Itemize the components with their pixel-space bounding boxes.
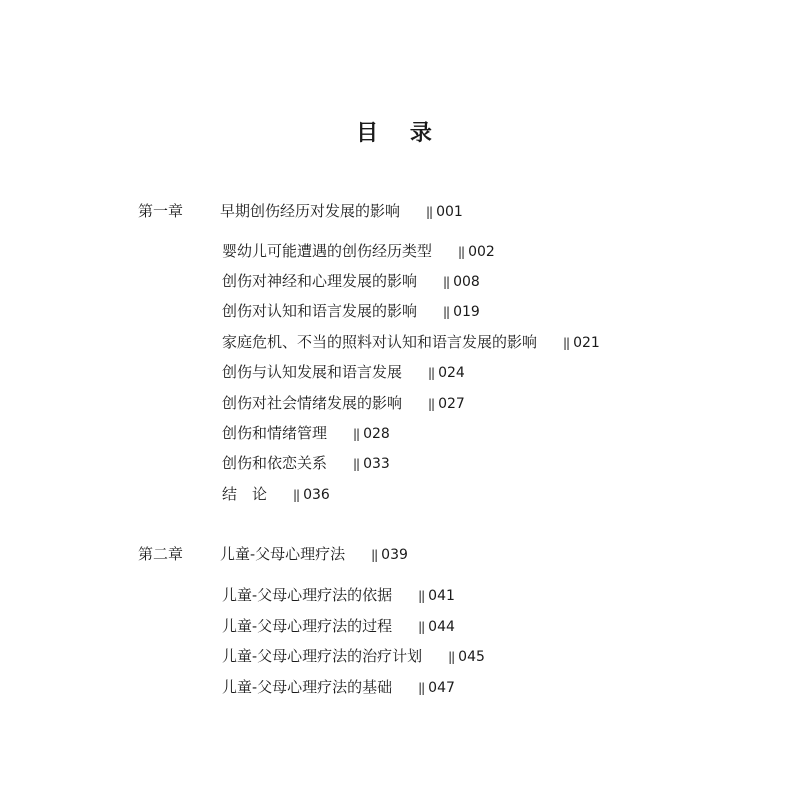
page-number: 044 [428, 619, 455, 635]
section-entry[interactable] [222, 362, 465, 383]
page-number: 008 [453, 274, 480, 290]
page-title: 目 录 [356, 121, 444, 146]
section-title: 创伤对社会情绪发展的影响 [222, 394, 403, 412]
separator: || [443, 275, 450, 289]
section-title: 儿童-父母心理疗法的治疗计划 [222, 647, 423, 665]
chapter-label: 第二章 [138, 545, 184, 563]
section-entry[interactable] [222, 271, 480, 292]
section-title: 创伤和依恋关系 [222, 454, 328, 472]
separator: || [371, 548, 378, 562]
section-title: 家庭危机、不当的照料对认知和语言发展的影响 [222, 333, 538, 351]
section-entry[interactable] [222, 585, 455, 606]
separator: || [418, 681, 425, 695]
section-title: 儿童-父母心理疗法的依据 [222, 586, 393, 604]
section-title: 创伤对认知和语言发展的影响 [222, 302, 418, 320]
section-entry[interactable] [222, 393, 465, 414]
section-entry[interactable] [222, 646, 485, 667]
section-title: 儿童-父母心理疗法的过程 [222, 617, 393, 635]
section-entry[interactable] [222, 241, 495, 262]
section-entry[interactable] [222, 677, 455, 698]
chapter-label: 第一章 [138, 202, 184, 220]
separator: || [293, 488, 300, 502]
separator: || [353, 427, 360, 441]
separator: || [418, 589, 425, 603]
section-entry[interactable] [222, 453, 390, 474]
page-number: 002 [468, 244, 495, 260]
section-entry[interactable] [222, 423, 390, 444]
page-number: 041 [428, 588, 455, 604]
chapter-title: 早期创伤经历对发展的影响 [220, 202, 401, 220]
page-number: 019 [453, 304, 480, 320]
section-title: 儿童-父母心理疗法的基础 [222, 678, 393, 696]
separator: || [443, 305, 450, 319]
page-number: 027 [438, 396, 465, 412]
chapter-entry[interactable] [138, 544, 408, 565]
separator: || [458, 245, 465, 259]
separator: || [428, 366, 435, 380]
section-entry[interactable] [222, 616, 455, 637]
separator: || [418, 620, 425, 634]
section-entry[interactable] [222, 301, 480, 322]
section-title: 结 论 [222, 485, 268, 503]
section-title: 创伤与认知发展和语言发展 [222, 363, 403, 381]
page-number: 036 [303, 487, 330, 503]
section-title: 创伤对神经和心理发展的影响 [222, 272, 418, 290]
section-entry[interactable] [222, 484, 330, 505]
separator: || [426, 205, 433, 219]
separator: || [353, 457, 360, 471]
page-number: 028 [363, 426, 390, 442]
page-number: 024 [438, 365, 465, 381]
page-number: 001 [436, 204, 463, 220]
separator: || [448, 650, 455, 664]
page-number: 047 [428, 680, 455, 696]
separator: || [563, 336, 570, 350]
page-number: 039 [381, 547, 408, 563]
separator: || [428, 397, 435, 411]
page-number: 033 [363, 456, 390, 472]
chapter-title: 儿童-父母心理疗法 [220, 545, 346, 563]
chapter-entry[interactable] [138, 201, 463, 222]
page-number: 021 [573, 335, 600, 351]
page-number: 045 [458, 649, 485, 665]
section-title: 婴幼儿可能遭遇的创伤经历类型 [222, 242, 433, 260]
section-title: 创伤和情绪管理 [222, 424, 328, 442]
section-entry[interactable] [222, 332, 600, 353]
